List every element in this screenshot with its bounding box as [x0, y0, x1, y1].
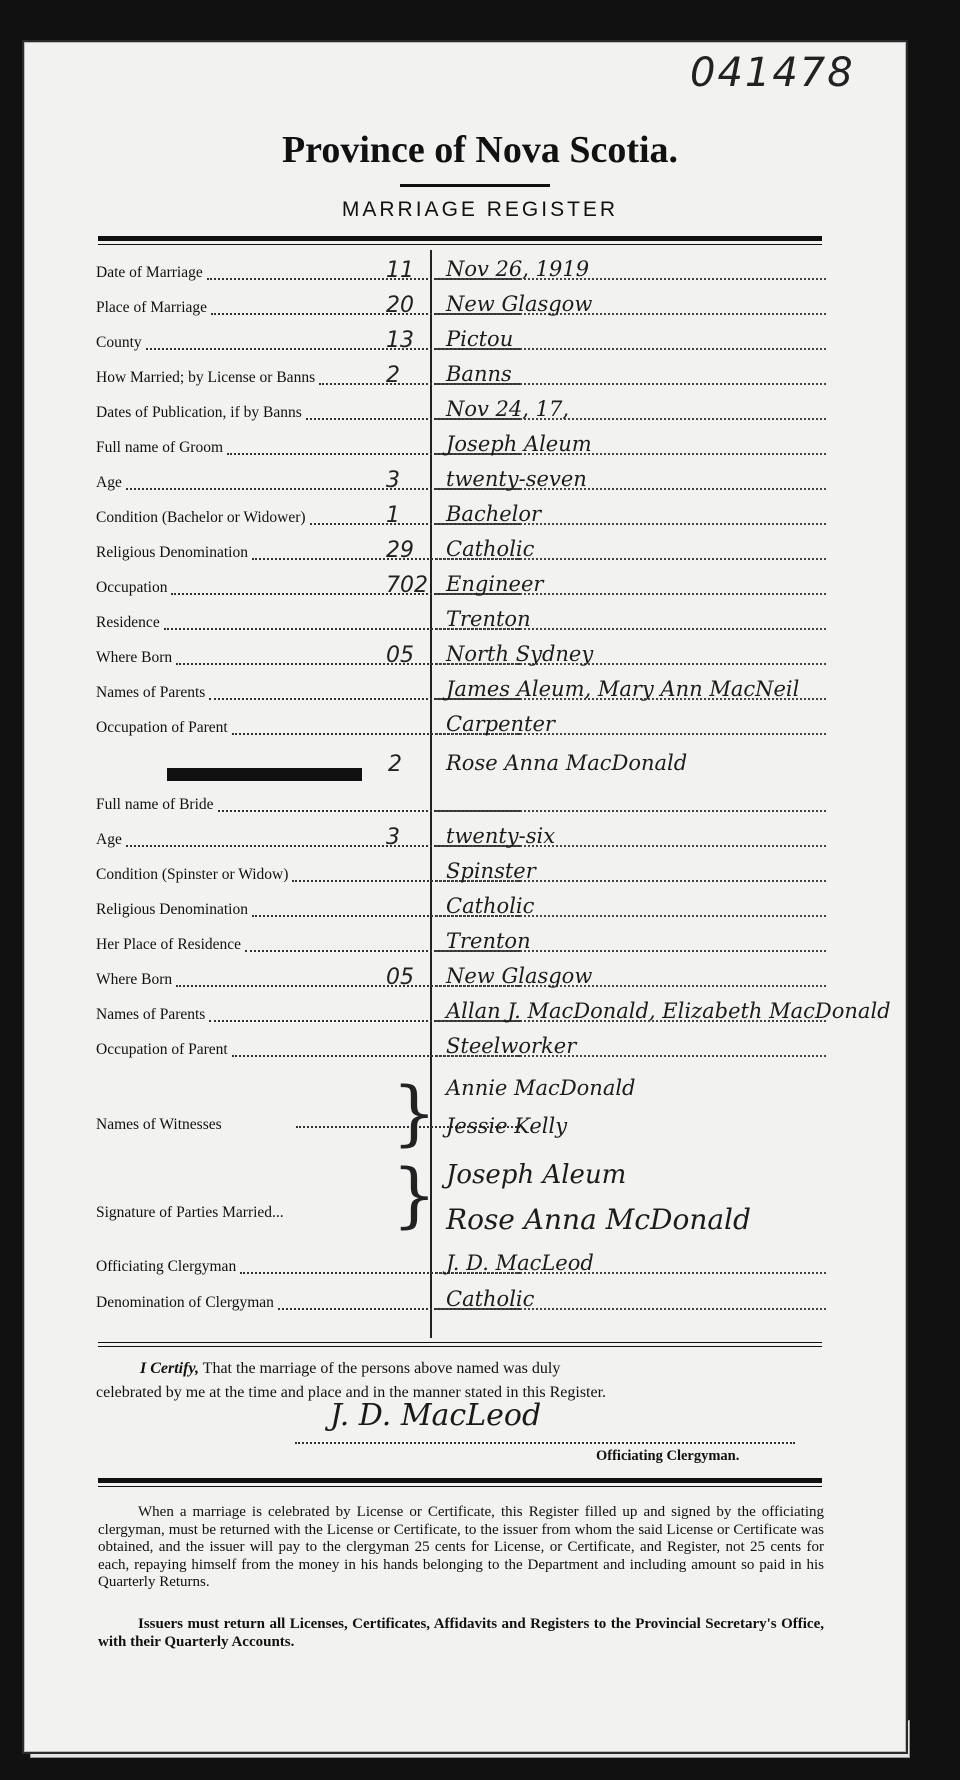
field-code: 29	[386, 538, 414, 563]
field-value-handwritten: Trenton	[446, 929, 531, 953]
groom-field-row	[96, 293, 826, 321]
field-value-handwritten: Bachelor	[446, 502, 542, 526]
field-code: 20	[386, 293, 414, 318]
witnesses-label: Names of Witnesses	[96, 1116, 222, 1133]
clergy-field-row	[96, 1252, 826, 1280]
field-code: 05	[386, 643, 414, 668]
clergyman-signature: J. D. MacLeod	[330, 1398, 542, 1433]
field-label: Occupation	[96, 579, 168, 596]
field-label: How Married; by License or Banns	[96, 369, 316, 386]
field-value-handwritten: New Glasgow	[446, 292, 593, 316]
field-label: Occupation of Parent	[96, 1041, 228, 1058]
groom-field-row	[96, 468, 826, 496]
field-code: 13	[386, 328, 414, 353]
field-label: County	[96, 334, 142, 351]
field-value-handwritten: Engineer	[446, 572, 544, 596]
field-value-handwritten: Steelworker	[446, 1034, 577, 1058]
certify-line-1	[140, 1360, 840, 1378]
notice-rule-thick	[98, 1478, 822, 1483]
groom-field-row	[96, 678, 826, 706]
groom-field-row	[96, 363, 826, 391]
page-subtitle: MARRIAGE REGISTER	[341, 198, 619, 221]
witnesses-row	[96, 1076, 826, 1138]
field-label: Names of Parents	[96, 684, 206, 701]
field-label: Age	[96, 474, 122, 491]
field-value-handwritten: twenty-six	[446, 824, 556, 848]
field-label: Residence	[96, 614, 160, 631]
groom-field-row	[96, 398, 826, 426]
value-dots	[436, 810, 826, 812]
notice-paragraph-2: Issuers must return all Licenses, Certificates, Affidavits and Registers to the Provincial Secretary's Office, with their Quarterly Accounts.	[98, 1616, 824, 1650]
notice-paragraph-1: When a marriage is celebrated by License or Certificate, this Register filled up and signed by the officiating clergyman, must be returned with the License or Certificate, to the issuer from whom the said License or Certificate was obtained, and the issuer will pay to the clergyman 25 cents for License, or Certificate, and Register, not 25 cents for each, repaying himself from the money in his hands belonging to the Department and including amount so paid in his Quarterly Returns.	[98, 1504, 824, 1590]
field-value-handwritten: Spinster	[446, 859, 536, 883]
parties-label: Signature of Parties Married...	[96, 1204, 284, 1221]
field-label: Religious Denomination	[96, 901, 248, 918]
field-value-handwritten: James Aleum, Mary Ann MacNeil	[446, 677, 800, 701]
field-label: Condition (Bachelor or Widower)	[96, 509, 306, 526]
field-value-handwritten: North Sydney	[446, 642, 594, 666]
field-value-handwritten: Allan J. MacDonald, Elizabeth MacDonald	[446, 999, 891, 1023]
groom-field-row	[96, 538, 826, 566]
groom-field-row	[96, 713, 826, 741]
field-code: 1	[386, 503, 400, 528]
field-label: Her Place of Residence	[96, 936, 242, 953]
bride-field-row	[96, 825, 826, 853]
bride-field-row	[96, 860, 826, 888]
field-value-handwritten: twenty-seven	[446, 467, 587, 491]
field-label: Age	[96, 831, 122, 848]
field-value-handwritten: Catholic	[446, 537, 535, 561]
serial-number: 041478	[690, 50, 855, 96]
bride-section-code: 2	[388, 752, 402, 777]
bride-field-row	[96, 999, 891, 1028]
page-title: Province of Nova Scotia.	[281, 129, 679, 171]
field-value-handwritten: Nov 24, 17,	[446, 397, 570, 421]
header-rule-thick	[98, 236, 822, 241]
bride-field-row	[96, 790, 826, 818]
certify-rule-top-2	[98, 1346, 822, 1347]
groom-field-row	[96, 258, 826, 286]
field-value-handwritten: Catholic	[446, 1287, 535, 1311]
field-label: Names of Parents	[96, 1006, 206, 1023]
groom-field-row	[96, 433, 826, 461]
witness-2: Jessie Kelly	[446, 1114, 568, 1138]
notice-rule-thin	[98, 1486, 822, 1487]
field-value-handwritten: J. D. MacLeod	[446, 1251, 594, 1275]
field-label: Religious Denomination	[96, 544, 248, 561]
bride-field-row	[96, 965, 826, 993]
signature-dots	[295, 1442, 795, 1444]
parties-row	[96, 1160, 826, 1236]
certify-rule-top	[98, 1342, 822, 1343]
certify-heading: I Certify,	[140, 1360, 199, 1377]
field-value-handwritten: Catholic	[446, 894, 535, 918]
field-value-handwritten: Banns	[446, 362, 512, 386]
field-value-handwritten: Nov 26, 1919	[446, 257, 590, 281]
field-code: 2	[386, 363, 400, 388]
field-label: Place of Marriage	[96, 299, 208, 316]
groom-field-row	[96, 643, 826, 671]
field-label: Dates of Publication, if by Banns	[96, 404, 302, 421]
field-value-handwritten: Trenton	[446, 607, 531, 631]
field-code: 702	[386, 573, 428, 598]
field-label: Denomination of Clergyman	[96, 1294, 274, 1311]
field-label: Date of Marriage	[96, 264, 203, 281]
groom-field-row	[96, 503, 826, 531]
field-value-handwritten: New Glasgow	[446, 964, 593, 988]
field-code: 05	[386, 965, 414, 990]
party-bride-signature: Rose Anna McDonald	[446, 1203, 751, 1236]
bride-field-row	[96, 1035, 826, 1063]
field-label: Full name of Bride	[96, 796, 214, 813]
field-value-handwritten: Joseph Aleum	[446, 432, 592, 456]
field-label: Where Born	[96, 649, 173, 666]
certify-text-1: That the marriage of the persons above named was duly	[202, 1360, 561, 1377]
groom-field-row	[96, 608, 826, 636]
bride-name-row	[96, 752, 826, 780]
witnesses-brace: }	[392, 1072, 437, 1154]
witness-1: Annie MacDonald	[446, 1076, 636, 1100]
field-label: Full name of Groom	[96, 439, 223, 456]
field-code: 3	[386, 825, 400, 850]
field-label: Occupation of Parent	[96, 719, 228, 736]
header-rule-thin	[98, 244, 822, 245]
field-code: 3	[386, 468, 400, 493]
bride-field-row	[96, 930, 826, 958]
certify-line-2: celebrated by me at the time and place and in the manner stated in this Register.	[96, 1384, 607, 1401]
clergy-field-row	[96, 1288, 826, 1316]
field-label: Where Born	[96, 971, 173, 988]
groom-field-row	[96, 328, 826, 356]
field-value-handwritten: Pictou	[446, 327, 514, 351]
title-underline	[400, 184, 550, 187]
officiating-clergyman-label: Officiating Clergyman.	[596, 1448, 740, 1464]
field-label: Officiating Clergyman	[96, 1258, 237, 1275]
bride-name-handwritten: Rose Anna MacDonald	[446, 751, 688, 775]
field-code: 11	[386, 258, 414, 283]
field-value-handwritten: Carpenter	[446, 712, 555, 736]
field-label: Condition (Spinster or Widow)	[96, 866, 289, 883]
groom-field-row	[96, 573, 826, 601]
bride-field-row	[96, 895, 826, 923]
party-groom-signature: Joseph Aleum	[446, 1160, 627, 1190]
parties-brace: }	[392, 1154, 437, 1236]
